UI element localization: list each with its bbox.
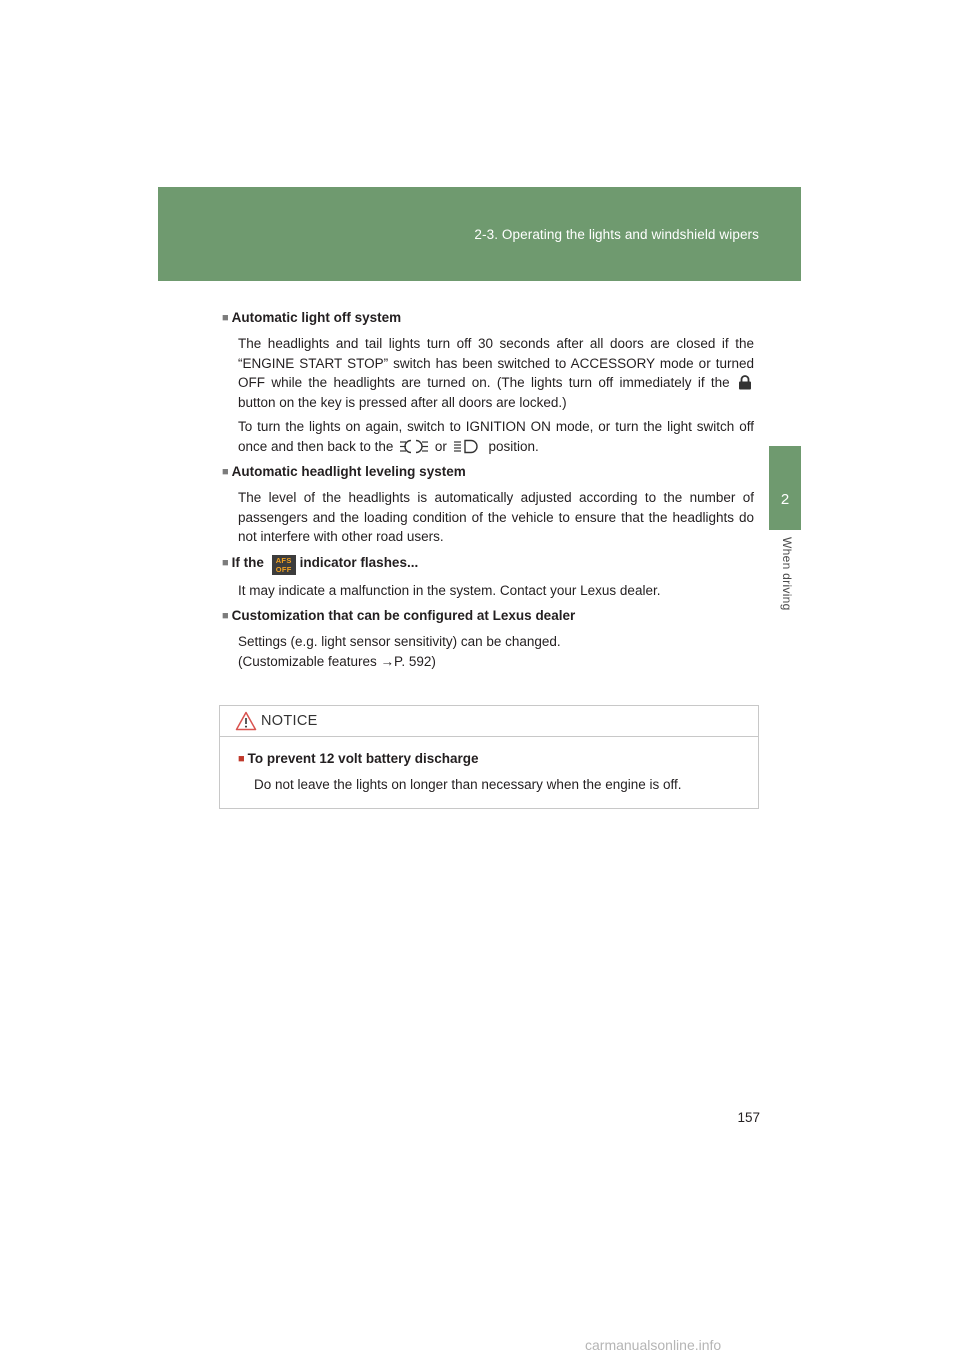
section-title: 2-3. Operating the lights and windshield wipers	[474, 227, 759, 242]
chapter-label: When driving	[780, 537, 794, 611]
watermark: carmanualsonline.info	[585, 1337, 722, 1353]
heading-auto-off: ■ Automatic light off system	[222, 310, 402, 325]
leveling-paragraph: The level of the headlights is automatically adjusted according to the number of passengers and the loading condition of the vehicle to ensure that the headlights do not interfere with other road users.	[238, 490, 754, 544]
chapter-number: 2	[780, 491, 790, 508]
chapter-tab	[769, 446, 801, 530]
notice-header	[220, 706, 758, 737]
square-bullet-icon: ■	[222, 556, 229, 569]
auto-off-paragraph-2: To turn the lights on again, switch to IGNITION ON mode, or turn the light switch off once and then back to the or position.	[238, 419, 754, 454]
square-bullet-icon: ■	[222, 312, 229, 324]
afs-off-indicator-icon: AFS OFF	[272, 555, 296, 575]
notice-title: NOTICE	[261, 713, 318, 729]
auto-off-paragraph-1: The headlights and tail lights turn off 30 seconds after all doors are closed if the “ENGINE START STOP” switch has been switched to ACCESSORY mode or turned OFF while the headlights are turned on. (The lights turn off immediately if the button on the key is pressed after all doors are locked.)	[238, 336, 754, 410]
headlight-icon	[453, 439, 483, 454]
warning-triangle-icon	[235, 711, 257, 731]
heading-afs: ■ If the AFS OFF indicator flashes...	[222, 554, 419, 574]
main-content	[222, 309, 754, 676]
square-bullet-icon: ■	[222, 610, 229, 622]
page-number: 157	[737, 1110, 760, 1125]
tail-lights-icon	[399, 439, 429, 454]
notice-body	[220, 737, 758, 794]
notice-subheading: ■ To prevent 12 volt battery discharge	[238, 751, 479, 766]
heading-customization: ■ Customization that can be configured at Lexus dealer	[222, 608, 576, 623]
header-band	[158, 187, 801, 281]
customization-paragraph-2: (Customizable features →P. 592)	[238, 653, 436, 669]
heading-leveling: ■ Automatic headlight leveling system	[222, 464, 466, 479]
lock-icon	[738, 375, 752, 390]
customization-paragraph-1: Settings (e.g. light sensor sensitivity) can be changed.	[238, 634, 561, 649]
square-bullet-icon: ■	[222, 466, 229, 478]
notice-box	[219, 705, 759, 809]
square-bullet-icon: ■	[238, 753, 245, 765]
notice-text: Do not leave the lights on longer than necessary when the engine is off.	[254, 777, 682, 792]
afs-paragraph: It may indicate a malfunction in the system. Contact your Lexus dealer.	[238, 582, 661, 598]
